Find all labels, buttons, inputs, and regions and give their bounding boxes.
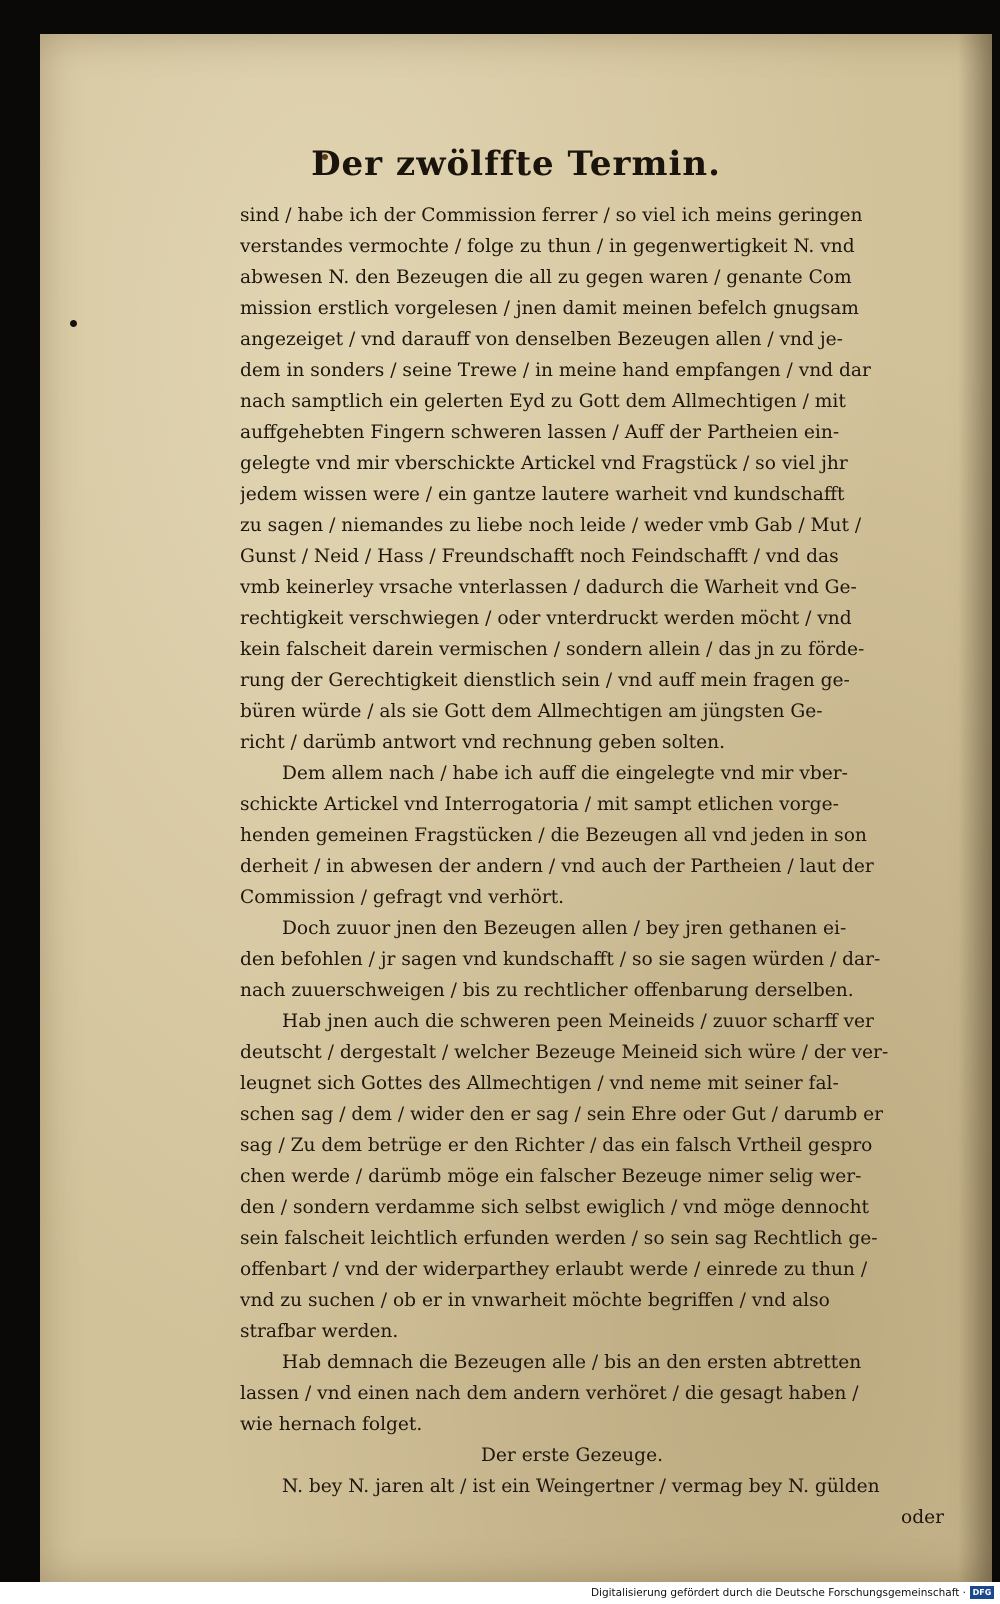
- text-line: kein falscheit darein vermischen / sondern allein / das jn zu förde-: [240, 639, 865, 660]
- text-line: gelegte vnd mir vberschickte Artickel vnd Fragstück / so viel jhr: [240, 453, 848, 474]
- text-line: offenbart / vnd der widerparthey erlaubt werde / einrede zu thun /: [240, 1259, 868, 1280]
- text-line: sein falscheit leichtlich erfunden werden / so sein sag Rechtlich ge-: [240, 1228, 878, 1249]
- text-line: derheit / in abwesen der andern / vnd auch der Partheien / laut der: [240, 856, 874, 877]
- text-line: schen sag / dem / wider den er sag / sein Ehre oder Gut / darumb er: [240, 1104, 884, 1125]
- ink-spot: [70, 320, 77, 327]
- paragraph-start: Dem allem nach / habe ich auff die eingelegte vnd mir vber-: [282, 763, 848, 784]
- paragraph-start: Hab jnen auch die schweren peen Meineids / zuuor scharff ver: [282, 1011, 874, 1032]
- text-line: sind / habe ich der Commission ferrer / so viel ich meins geringen: [240, 205, 863, 226]
- funding-credit: Digitalisierung gefördert durch die Deutsche Forschungsgemeinschaft ·: [590, 1587, 966, 1599]
- text-line: nach zuuerschweigen / bis zu rechtlicher offenbarung derselben.: [240, 980, 854, 1001]
- book-page: [40, 34, 992, 1582]
- text-line: deutscht / dergestalt / welcher Bezeuge Meineid sich würe / der ver-: [240, 1042, 889, 1063]
- text-line: mission erstlich vorgelesen / jnen damit meinen befelch gnugsam: [240, 298, 859, 319]
- dfg-logo: DFG: [970, 1586, 994, 1599]
- text-line: den befohlen / jr sagen vnd kundschafft / so sie sagen würden / dar-: [240, 949, 881, 970]
- digitization-footer: [0, 1582, 1000, 1604]
- text-line: angezeiget / vnd darauff von denselben Bezeugen allen / vnd je-: [240, 329, 843, 350]
- text-line: vmb keinerley vrsache vnterlassen / dadurch die Warheit vnd Ge-: [240, 577, 857, 598]
- running-header: Der zwölffte Termin.: [311, 144, 721, 184]
- text-line: lassen / vnd einen nach dem andern verhöret / die gesagt haben /: [240, 1383, 859, 1404]
- text-line: leugnet sich Gottes des Allmechtigen / vnd neme mit seiner fal-: [240, 1073, 839, 1094]
- text-line: Commission / gefragt vnd verhört.: [240, 887, 565, 908]
- page-body: [240, 200, 964, 1533]
- text-line: richt / darümb antwort vnd rechnung geben solten.: [240, 732, 726, 753]
- text-line: rung der Gerechtigkeit dienstlich sein / vnd auff mein fragen ge-: [240, 670, 850, 691]
- text-line: wie hernach folget.: [240, 1414, 423, 1435]
- text-line: henden gemeinen Fragstücken / die Bezeugen all vnd jeden in son: [240, 825, 867, 846]
- text-line: dem in sonders / seine Trewe / in meine hand empfangen / vnd dar: [240, 360, 871, 381]
- text-line: auffgehebten Fingern schweren lassen / Auff der Partheien ein-: [240, 422, 840, 443]
- text-line: jedem wissen were / ein gantze lautere warheit vnd kundschafft: [240, 484, 845, 505]
- text-line: schickte Artickel vnd Interrogatoria / mit sampt etlichen vorge-: [240, 794, 839, 815]
- text-line: zu sagen / niemandes zu liebe noch leide / weder vmb Gab / Mut /: [240, 515, 862, 536]
- text-line: den / sondern verdamme sich selbst ewiglich / vnd möge dennocht: [240, 1197, 870, 1218]
- text-line: sag / Zu dem betrüge er den Richter / das ein falsch Vrtheil gespro: [240, 1135, 873, 1156]
- paragraph-start: Hab demnach die Bezeugen alle / bis an den ersten abtretten: [282, 1352, 862, 1373]
- text-line: rechtigkeit verschwiegen / oder vnterdruckt werden möcht / vnd: [240, 608, 852, 629]
- text-line: Gunst / Neid / Hass / Freundschafft noch Feindschafft / vnd das: [240, 546, 839, 567]
- paragraph-start: Doch zuuor jnen den Bezeugen allen / bey jren gethanen ei-: [282, 918, 847, 939]
- text-line: chen werde / darümb möge ein falscher Bezeuge nimer selig wer-: [240, 1166, 862, 1187]
- text-line: verstandes vermochte / folge zu thun / in gegenwertigkeit N. vnd: [240, 236, 855, 257]
- text-line: strafbar werden.: [240, 1321, 399, 1342]
- section-heading: Der erste Gezeuge.: [481, 1445, 663, 1466]
- text-line: vnd zu suchen / ob er in vnwarheit möchte begriffen / vnd also: [240, 1290, 830, 1311]
- text-line: abwesen N. den Bezeugen die all zu gegen waren / genante Com: [240, 267, 852, 288]
- text-line: nach samptlich ein gelerten Eyd zu Gott dem Allmechtigen / mit: [240, 391, 846, 412]
- catchword: oder: [901, 1507, 944, 1528]
- paragraph-start: N. bey N. jaren alt / ist ein Weingertner / vermag bey N. gülden: [282, 1476, 880, 1497]
- text-line: büren würde / als sie Gott dem Allmechtigen am jüngsten Ge-: [240, 701, 823, 722]
